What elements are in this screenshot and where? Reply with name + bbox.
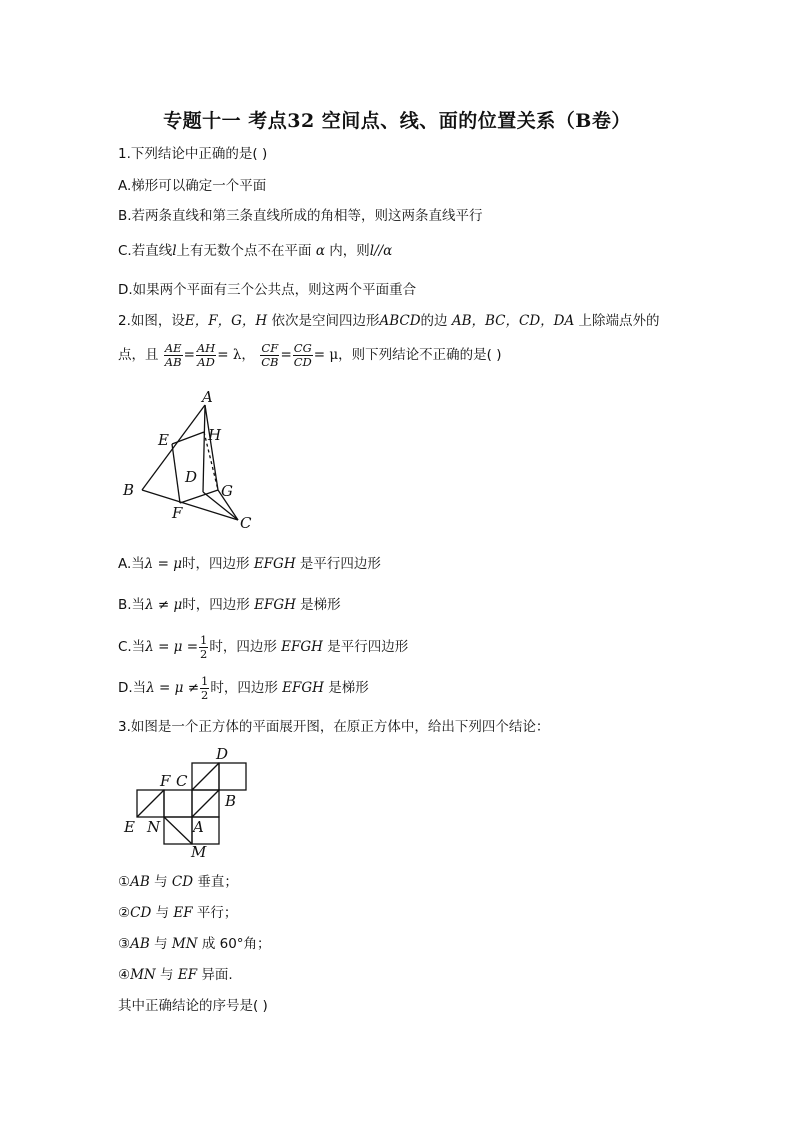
label-f: F — [160, 772, 171, 790]
net-square — [192, 817, 219, 844]
num: CF — [261, 340, 279, 355]
seg: EF — [177, 967, 198, 983]
page-title: 专题十一 考点32 空间点、线、面的位置关系（B卷） — [163, 110, 631, 132]
seg: MN — [171, 936, 198, 952]
seg: AB — [130, 936, 150, 952]
q3-statement-3 — [118, 935, 271, 953]
seg: MN — [130, 967, 156, 983]
fraction — [293, 342, 313, 369]
label-e: E — [124, 818, 135, 836]
label-a: A — [193, 818, 204, 836]
q2-option-a — [118, 555, 381, 573]
text: ③ — [118, 936, 131, 952]
text: 时，四边形 — [182, 556, 250, 572]
text: ① — [118, 874, 131, 890]
edge-dc — [203, 492, 238, 520]
q2-stem-line1 — [118, 312, 660, 330]
text: ，则下列结论不正确的是( ) — [338, 347, 502, 363]
num: 1 — [200, 632, 208, 647]
edge-bc — [142, 490, 238, 520]
q3-statement-4 — [118, 966, 233, 984]
vars: E，F，G，H — [184, 313, 268, 329]
text: 是平行四边形 — [327, 639, 409, 655]
cond: λ = μ ≠ — [146, 680, 200, 696]
fraction — [164, 342, 183, 369]
text: 时，四边形 — [182, 597, 250, 613]
text: 与 — [154, 874, 168, 890]
eq-mu: = μ — [313, 347, 339, 363]
q1-option-a: A.梯形可以确定一个平面 — [118, 178, 267, 194]
edge-fg — [180, 490, 218, 503]
relation: l//α — [369, 243, 393, 259]
quad: EFGH — [253, 556, 296, 572]
text: 垂直； — [197, 874, 238, 890]
diagonal-ab — [192, 790, 219, 817]
text: C.当 — [118, 639, 146, 655]
fraction — [260, 342, 279, 369]
seg: CD — [130, 905, 152, 921]
den: CB — [261, 354, 279, 369]
fraction-half — [200, 675, 209, 702]
text: 的边 — [420, 313, 448, 329]
label-n: N — [147, 818, 161, 836]
text: 时，四边形 — [210, 680, 278, 696]
label-c: C — [240, 514, 252, 532]
text: 时，四边形 — [209, 639, 277, 655]
quad: EFGH — [281, 639, 323, 655]
quad: EFGH — [254, 597, 296, 613]
label-e: E — [158, 431, 169, 449]
quad: ABCD — [379, 313, 421, 329]
edge-ac-back — [205, 405, 218, 490]
text: 上有无数个点不在平面 — [176, 243, 312, 259]
text: 与 — [160, 967, 174, 983]
text: 与 — [154, 936, 168, 952]
label-f: F — [172, 504, 183, 522]
label-d: D — [216, 745, 229, 763]
q1-option-d: D.如果两个平面有三个公共点，则这两个平面重合 — [118, 282, 417, 298]
q2-stem-line2 — [118, 340, 502, 370]
q1-stem: 1.下列结论中正确的是( ) — [118, 146, 268, 162]
net-square — [192, 763, 219, 790]
label-g: G — [221, 482, 233, 500]
num: AH — [196, 340, 216, 355]
diagonal-ef — [137, 790, 164, 817]
text: 与 — [155, 905, 170, 921]
q1-option-c — [118, 242, 392, 260]
label-b: B — [225, 792, 237, 810]
text: B.当 — [118, 597, 146, 613]
edge-ab — [142, 405, 205, 490]
q3-statement-2 — [118, 904, 237, 922]
text: 是梯形 — [300, 597, 341, 613]
fraction-half — [199, 634, 208, 661]
edge-ef — [172, 444, 180, 503]
den: 2 — [200, 646, 208, 661]
label-b: B — [123, 481, 135, 499]
q2-option-d — [118, 673, 369, 703]
q2-option-b — [118, 596, 341, 614]
num: AE — [164, 340, 182, 355]
edge-eh — [172, 432, 204, 444]
text: 异面. — [201, 967, 233, 983]
q3-ask: 其中正确结论的序号是( ) — [118, 998, 268, 1014]
seg: CD — [171, 874, 194, 890]
text: 成 60°角； — [201, 936, 271, 952]
text: 2.如图，设 — [118, 313, 185, 329]
net-square — [164, 817, 192, 844]
net-square — [137, 790, 164, 817]
edge-gc — [218, 490, 238, 520]
text: 是梯形 — [328, 680, 369, 696]
net-square — [164, 790, 192, 817]
den: 2 — [201, 687, 209, 702]
text: 是平行四边形 — [299, 556, 381, 572]
den: AD — [197, 354, 215, 369]
text: 点，且 — [118, 347, 159, 363]
num: 1 — [201, 673, 209, 688]
eq-lambda: = λ， — [217, 347, 255, 363]
seg: AB — [130, 874, 150, 890]
var-l: l — [172, 243, 177, 259]
label-h: H — [208, 426, 222, 444]
cond: λ ≠ μ — [145, 597, 183, 613]
label-m: M — [191, 843, 207, 861]
edge-ad — [203, 405, 205, 492]
q3-stem: 3.如图是一个正方体的平面展开图，在原正方体中，给出下列四个结论： — [118, 719, 550, 735]
quad: EFGH — [282, 680, 324, 696]
q1-option-b: B.若两条直线和第三条直线所成的角相等，则这两条直线平行 — [118, 208, 483, 224]
label-d: D — [185, 468, 198, 486]
text: 依次是空间四边形 — [271, 313, 380, 329]
den: CD — [293, 354, 312, 369]
diagonal-cd — [192, 763, 219, 790]
text: A.当 — [118, 556, 145, 572]
text: 平行； — [196, 905, 238, 921]
equals: = — [280, 347, 292, 363]
den: AB — [164, 354, 182, 369]
text: ④ — [118, 967, 131, 983]
q3-statement-1 — [118, 873, 238, 891]
diagonal-mn — [164, 817, 192, 844]
var-alpha: α — [315, 243, 325, 259]
fraction — [196, 342, 216, 369]
net-square — [219, 763, 246, 790]
text: 上除端点外的 — [578, 313, 660, 329]
text: 内，则 — [329, 243, 370, 259]
text: ② — [118, 905, 131, 921]
num: CG — [293, 340, 312, 355]
text: C.若直线 — [118, 243, 173, 259]
q2-option-c — [118, 632, 408, 662]
seg: EF — [173, 905, 193, 921]
edge-hg-dashed — [204, 432, 218, 490]
label-c: C — [176, 772, 188, 790]
edges: AB，BC，CD，DA — [451, 313, 575, 329]
equals: = — [183, 347, 195, 363]
label-a: A — [202, 388, 213, 406]
net-square — [192, 790, 219, 817]
cond: λ = μ = — [145, 639, 199, 655]
cond: λ = μ — [144, 556, 183, 572]
text: D.当 — [118, 680, 147, 696]
